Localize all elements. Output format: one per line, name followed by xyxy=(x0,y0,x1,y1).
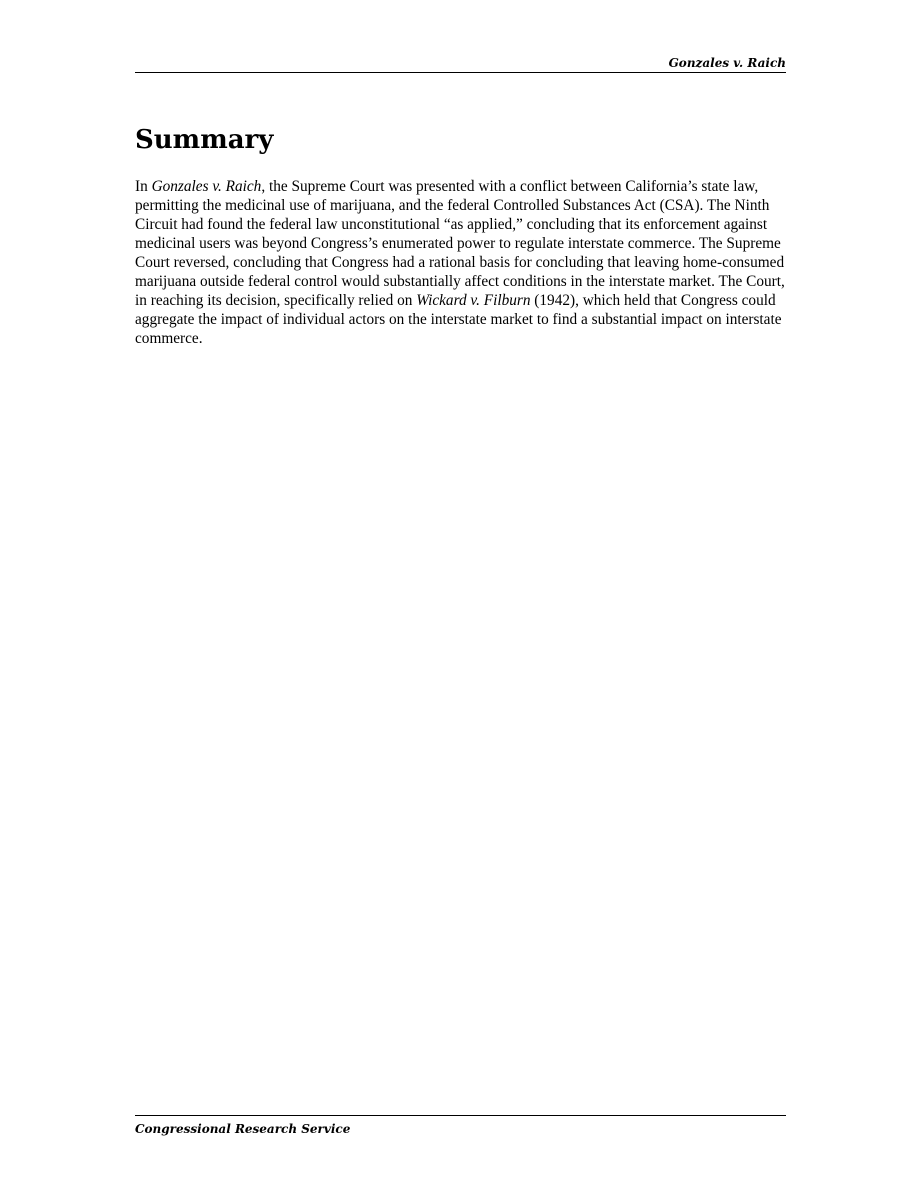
summary-text-body: , the Supreme Court was presented with a conflict between California’s state law, permitting the medicinal use of marijuana, and the federal Controlled Substances Act (CSA). The Ninth Circuit had found the federal law unconstitutional “as applied,” concluding that its enforcement against medicinal users was beyond Congress’s enumerated power to regulate interstate commerce. The Supreme Court reversed, concluding that Congress had a rational basis for concluding that leaving home-consumed marijuana outside federal control would substantially affect conditions in the interstate market. The Court, in reaching its decision, specifically relied on xyxy=(135,178,785,309)
summary-text-intro: In xyxy=(135,178,152,195)
running-header-title: Gonzales v. Raich xyxy=(668,56,786,70)
summary-text-conclusion: (1942), which held that Congress could aggregate the impact of individual actors on the interstate market to find a substantial impact on interstate commerce. xyxy=(135,292,782,347)
running-header xyxy=(135,55,786,73)
running-footer xyxy=(135,1115,786,1138)
case-citation-gonzales: Gonzales v. Raich xyxy=(151,178,262,195)
footer-publisher: Congressional Research Service xyxy=(135,1122,351,1136)
case-citation-wickard: Wickard v. Filburn xyxy=(416,292,531,309)
section-heading: Summary xyxy=(135,125,274,155)
summary-paragraph xyxy=(135,177,787,348)
